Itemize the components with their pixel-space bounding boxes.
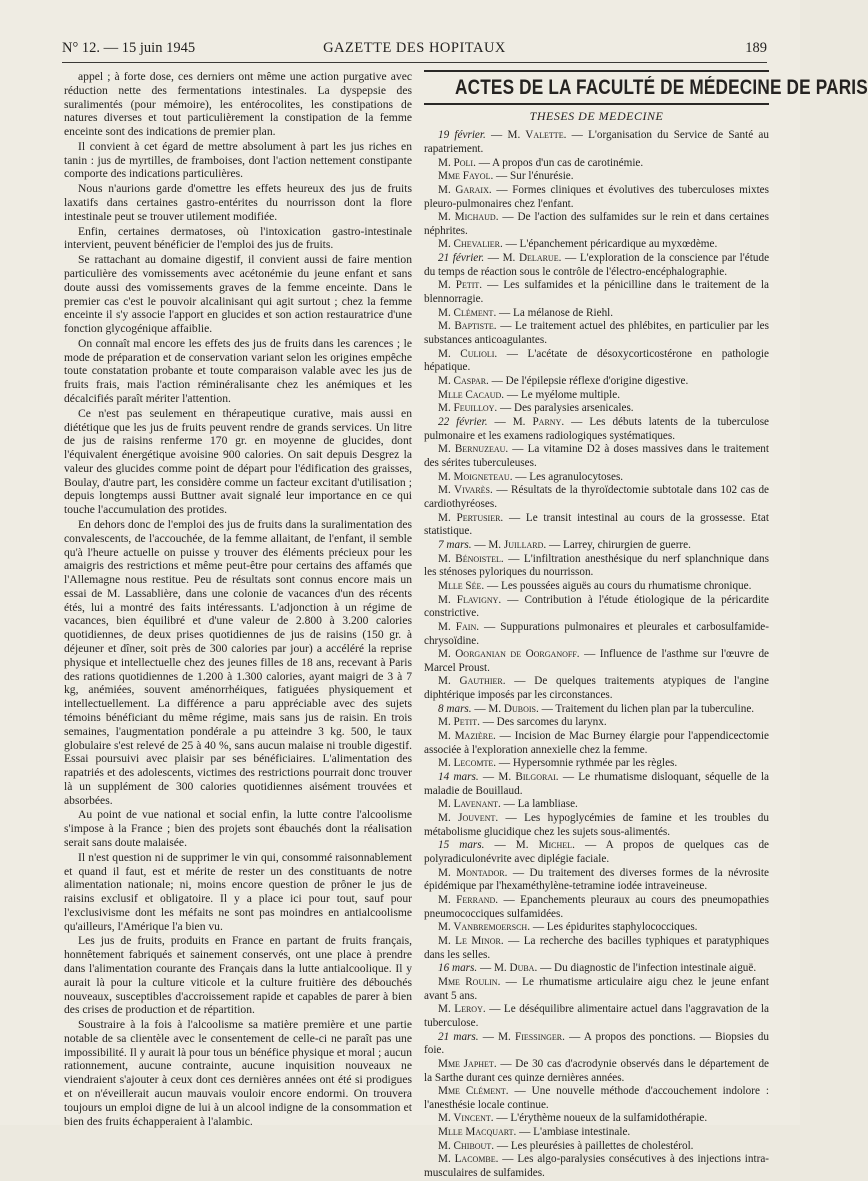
thesis-title: — Traitement du lichen plan par la tuberculine.	[541, 702, 755, 715]
author-name: Mme Clément.	[438, 1085, 509, 1098]
author-name: M. Juillard.	[488, 538, 547, 551]
thesis-entry: 7 mars. — M. Juillard. — Larrey, chirurgien de guerre.	[438, 538, 691, 551]
thesis-entry	[424, 675, 769, 702]
thesis-title: — De l'épilepsie réflexe d'origine digestive.	[491, 375, 689, 388]
thesis-entry	[424, 730, 769, 757]
thesis-title: — Larrey, chirurgien de guerre.	[548, 538, 691, 551]
article-paragraph: Il convient à cet égard de mettre absolument à part les jus riches en tanin : jus de myrtilles, de framboises, dont l'action nettement constipante comporte des indications particulières.	[64, 139, 412, 181]
author-name: M. Lavenant.	[438, 798, 501, 811]
article-paragraph: Nous n'aurions garde d'omettre les effets heureux des jus de fruits laxatifs dans certaines gastro-entérites du nourrisson dont la flore intestinale peut se trouver utilement modifiée.	[64, 182, 412, 223]
journal-title: GAZETTE DES HOPITAUX	[323, 40, 506, 56]
thesis-title: — L'infiltration anesthésique du nerf splanchnique dans les sténoses pyloriques du nourrisson.	[424, 552, 769, 579]
thesis-entry	[424, 894, 769, 921]
thesis-entry	[424, 512, 769, 539]
thesis-entry	[424, 307, 769, 321]
thesis-title: — Contribution à l'étude étiologique de la péricardite constrictive.	[424, 593, 770, 620]
thesis-title: — L'ambiase intestinale.	[519, 1126, 631, 1139]
article-paragraph: On connaît mal encore les effets des jus de fruits dans les carences ; le mode de préparation et de conservation variant selon les origines empêche toute constatation probante et toute comparaison valable avec les jus de fruits frais, mais l'action réminéralisante chez les anémiques et les décalcifiés paraît mériter l'attention.	[64, 336, 412, 405]
thesis-entry	[424, 921, 769, 935]
thesis-title: — Des paralysies arsenicales.	[500, 402, 634, 415]
thesis-title: — Epanchements pleuraux au cours des pneumopathies pneumococciques sulfamidées.	[424, 893, 770, 920]
thesis-title: — L'érythème noueux de la sulfamidothérapie.	[496, 1112, 708, 1125]
author-name: M. Culioli.	[438, 347, 498, 360]
thesis-title: — Résultats de la thyroïdectomie subtotale dans 102 cas de cardiothyréoses.	[424, 484, 770, 510]
author-name: M. Oorganian de Oorganoff.	[438, 648, 580, 661]
author-name: M. Chevalier.	[438, 238, 503, 251]
thesis-entry	[424, 1140, 769, 1154]
author-name: M. Vincent.	[438, 1112, 494, 1125]
article-paragraph: En dehors donc de l'emploi des jus de fruits dans la suralimentation des convalescents, de l'accouchée, de la femme allaitant, de l'enfant, il semble qu'à l'heure actuelle on puisse y trouver des éléments précieux pour les amaigris des restrictions et même peut-être pour certains des affamés que l'Allemagne nous restitue. Peu de résultats sont connus encore mais un essai de M. Lassablière, dans une colonie de vacances d'un des récents étés, lui a montré des faits intéressants. L'adjonction à un régime de vacances, bien équilibré et d'une valeur de 2.800 à 3.200 calories quotidiennes, de deux prises quotidiennes de jus de raisins (150 gr. à déjeuner et dîner, soit près de 300 calories par jour) a accéléré la reprise physique et intellectuelle chez des jeunes filles de 18 ans, recevant à Paris des rations quotidiennes de 1.200 à 1.300 calories, ayant maigri de 3 à 7 kg, anémiées, souvent aménorrhéiques, fatiguées physiquement et intellectuellement. La différence a paru appréciable avec des sujets témoins bénéficiant du même régime, mais sans jus de raisin. En trois semaines, l'augmentation pondérale a pu atteindre 3 kg. 500, le taux globulaire s'est relevé de 25 à 40 %, sans aucun malaise ni trouble digestif. Essai poursuivi avec plaisir par ses bénéficiaires. L'alimentation des rapatriés et des adolescents, victimes des restrictions pourrait donc trouver là un supplément de 300 calories quotidiennes aisément trouvées et absorbées.	[64, 518, 412, 807]
author-name: M. Fiessinger.	[498, 1030, 565, 1043]
thesis-date: 7 mars.	[438, 538, 472, 551]
author-name: M. Baptiste.	[438, 320, 497, 333]
author-name: M. Feuilloy.	[438, 402, 498, 415]
thesis-entry	[424, 389, 769, 403]
author-name: M. Jouvent.	[438, 812, 499, 825]
thesis-title: — Les épidurites staphylococciques.	[532, 921, 698, 934]
thesis-entry: 21 mars. — M. Fiessinger. — A propos des ponctions. — Biopsies du foie.	[424, 1030, 769, 1057]
author-name: M. Garaix.	[438, 183, 492, 196]
author-name: M. Bénoistel.	[438, 552, 504, 565]
thesis-title: — La vitamine D2 à doses massives dans le traitement des sérites tuberculeuses.	[424, 443, 770, 469]
author-name: M. Petit.	[438, 279, 483, 292]
thesis-entry	[424, 170, 769, 184]
page-number: 189	[745, 40, 767, 56]
thesis-title: — La recherche des bacilles typhiques et paratyphiques dans les selles.	[424, 934, 769, 961]
thesis-title: — Sur l'énurésie.	[496, 170, 574, 183]
thesis-title: — A propos d'un cas de carotinémie.	[478, 156, 644, 169]
thesis-entry	[424, 471, 769, 485]
author-name: Mlle Macquart.	[438, 1126, 517, 1139]
thesis-entry	[424, 184, 769, 211]
thesis-entry	[424, 348, 769, 375]
thesis-entry	[424, 1058, 769, 1085]
thesis-entry	[424, 1112, 769, 1126]
article-paragraph: Enfin, certaines dermatoses, où l'intoxication gastro-intestinale intervient, peuvent bénéficier de l'emploi des jus de fruits.	[64, 224, 412, 252]
thesis-entry	[424, 935, 769, 962]
author-name: M. Poli.	[438, 156, 476, 169]
thesis-entry	[424, 648, 769, 675]
thesis-date: 14 mars.	[438, 771, 479, 784]
thesis-entry: 16 mars. — M. Duba. — Du diagnostic de l'infection intestinale aiguë.	[438, 962, 757, 975]
author-name: Mlle Cacaud.	[438, 388, 505, 401]
thesis-title: — La lambliase.	[503, 798, 578, 811]
thesis-entry	[424, 976, 769, 1003]
author-name: M. Le Minor.	[438, 934, 504, 947]
thesis-title: — Suppurations pulmonaires et pleurales et carbosulfamide-chrysoïdine.	[424, 620, 769, 647]
thesis-title: — L'acétate de désoxycorticostérone en pathologie hépatique.	[424, 347, 769, 374]
thesis-title: — Le rhumatisme disloquant, séquelle de la maladie de Bouillaud.	[424, 771, 769, 797]
author-name: M. Montador.	[438, 866, 508, 879]
thesis-title: — De quelques traitements atypiques de l'angine diphtérique imposés par les circonstances.	[424, 675, 769, 702]
author-name: M. Chibout.	[438, 1139, 495, 1152]
article-paragraph: Soustraire à la fois à l'alcoolisme sa matière première et une partie notable de sa clientèle avec le consentement de celle-ci ne paraît pas une impossibilité. Il y aurait là pour tous un bénéfice physique et moral ; aucun rationnement, aucune contrainte, aucune inquisition nouveaux ne viendraient s'ajouter à ceux dont ces dernières années ont été si prodigues et on n'éveillerait aucun mauvais vouloir encore endormi. On trouvera toujours un emploi digne de lui à un alcool indigne de la consommation et bien des fruits échapperaient à l'alambic.	[64, 1018, 412, 1128]
thesis-entry	[424, 867, 769, 894]
thesis-entry	[424, 1126, 769, 1140]
author-name: M. Moigneteau.	[438, 470, 513, 483]
thesis-title: — Les algo-paralysies consécutives à des injections intra-musculaires de sulfamides.	[424, 1153, 770, 1180]
author-name: M. Parny.	[512, 416, 565, 429]
author-name: Mlle Sée.	[438, 579, 485, 592]
author-name: M. Michel.	[515, 839, 575, 852]
author-name: M. Valette.	[507, 129, 567, 142]
thesis-title: — Les pleurésies à paillettes de cholestérol.	[496, 1139, 694, 1152]
author-name: M. Fain.	[438, 620, 480, 633]
thesis-entry	[424, 402, 769, 416]
thesis-title: — Le myélome multiple.	[506, 388, 620, 401]
thesis-title: — La mélanose de Riehl.	[499, 306, 614, 319]
thesis-list	[424, 129, 769, 1181]
thesis-title: — Les hypoglycémies de famine et les troubles du métabolisme glucidique chez les sujets sous-alimentés.	[424, 812, 769, 838]
thesis-title: — Du diagnostic de l'infection intestinale aiguë.	[540, 962, 757, 975]
thesis-entry	[424, 1153, 769, 1180]
thesis-entry: 14 mars. — M. Bilgorai. — Le rhumatisme disloquant, séquelle de la maladie de Bouillaud.	[424, 771, 769, 797]
thesis-entry	[424, 484, 769, 511]
thesis-entry: 15 mars. — M. Michel. — A propos de quelques cas de polyradiculonévrite avec diplégie faciale.	[424, 839, 770, 866]
thesis-title: — Les agranulocytoses.	[515, 470, 624, 483]
author-name: M. Ferrand.	[438, 893, 499, 906]
thesis-date: 16 mars.	[438, 962, 478, 975]
section-title: ACTES DE LA FACULTÉ DE MÉDECINE DE PARIS	[455, 76, 868, 99]
thesis-title: — A propos de quelques cas de polyradiculonévrite avec diplégie faciale.	[424, 839, 770, 866]
thesis-entry	[424, 157, 769, 171]
thesis-entry	[424, 443, 769, 470]
author-name: M. Flavigny.	[438, 593, 502, 606]
author-name: M. Delarue.	[502, 252, 562, 265]
author-name: M. Lecomte.	[438, 757, 497, 770]
thesis-title: — Le rhumatisme articulaire aigu chez le jeune enfant avant 5 ans.	[424, 975, 770, 1002]
thesis-title: — Incision de Mac Burney élargie pour l'appendicectomie associée à l'exploration annexielle chez la femme.	[424, 730, 769, 756]
thesis-entry	[424, 757, 769, 771]
right-column	[424, 70, 868, 1180]
thesis-entry	[424, 238, 769, 252]
thesis-entry	[424, 320, 769, 347]
thesis-date: 8 mars.	[438, 702, 472, 715]
section-banner	[424, 70, 868, 105]
author-name: M. Lacombe.	[438, 1153, 499, 1166]
thesis-title: — Hypersomnie rythmée par les règles.	[498, 757, 678, 770]
thesis-title: — Les sulfamides et la pénicilline dans le traitement de la blennorragie.	[424, 279, 769, 306]
thesis-title: — Le traitement actuel des phlébites, en particulier par les substances anticoagulantes.	[424, 320, 769, 347]
running-header	[62, 40, 767, 63]
thesis-entry	[424, 1003, 769, 1030]
thesis-entry	[424, 798, 769, 812]
author-name: M. Clément.	[438, 306, 497, 319]
thesis-title: — Les débuts latents de la tuberculose pulmonaire et les examens radiologiques systématiques.	[424, 416, 770, 442]
thesis-date: 19 février.	[438, 129, 486, 142]
article-paragraph: Les jus de fruits, produits en France en partant de fruits français, honnêtement fabriqués et sainement conservés, ont une place à prendre dans l'alimentation courante des Français dans la lutte antialcoolique. Il y aurait là pour la culture viticole et la culture fruitière des débouchés nouveaux, susceptibles d'accroissement rapide et capables de parer à bien des crises de production et de répartition.	[64, 934, 412, 1017]
thesis-title: — L'épanchement péricardique au myxœdème.	[505, 238, 718, 251]
issue-number: N° 12. — 15 juin 1945	[62, 40, 196, 56]
left-column	[64, 70, 412, 1128]
article-paragraph: appel ; à forte dose, ces derniers ont même une action purgative avec réduction nette des fermentations intestinales. La dyspepsie des suralimentés (pour mémoire), les entérocolites, les constipations de natures diverses et tout particulièrement la constipation de la femme enceinte sont des indications de premier plan.	[64, 70, 412, 139]
thesis-entry	[424, 553, 769, 580]
thesis-date: 22 février.	[438, 416, 488, 429]
thesis-entry: 19 février. — M. Valette. — L'organisation du Service de Santé au rapatriement.	[424, 129, 769, 155]
author-name: M. Vanbremoersch.	[438, 921, 531, 934]
author-name: M. Vivarès.	[438, 484, 493, 497]
thesis-title: — A propos des ponctions. — Biopsies du foie.	[424, 1030, 769, 1057]
thesis-title: — Les poussées aiguës au cours du rhumatisme chronique.	[487, 579, 752, 592]
thesis-title: — Le déséquilibre alimentaire actuel dans l'aggravation de la tuberculose.	[424, 1003, 770, 1029]
thesis-entry: 22 février. — M. Parny. — Les débuts latents de la tuberculose pulmonaire et les examens radiologiques systématiques.	[424, 416, 770, 442]
thesis-entry: 8 mars. — M. Dubois. — Traitement du lichen plan par la tuberculine.	[438, 702, 755, 715]
thesis-title: — De 30 cas d'acrodynie observés dans le département de la Sarthe durant ces quinze dernières années.	[424, 1057, 770, 1084]
author-name: M. Dubois.	[488, 702, 539, 715]
thesis-title: — Le transit intestinal au cours de la grossesse. Etat statistique.	[424, 511, 769, 538]
author-name: M. Gauthier.	[438, 675, 506, 688]
thesis-title: — Formes cliniques et évolutives des tuberculoses mixtes pleuro-pulmonaires chez l'enfant.	[424, 183, 769, 210]
author-name: M. Bilgorai.	[498, 771, 559, 784]
thesis-entry	[424, 594, 769, 621]
article-paragraph: Ce n'est pas seulement en thérapeutique curative, mais aussi en diététique que les jus de fruits peuvent rendre de grands services. Un litre de jus de raisins renferme 170 gr. en moyenne de glucides, dont l'équivalent énergétique avoisine 900 calories. On sait depuis Desgrez la valeur des glucides comme point de départ pour l'édification des graisses, Boulay, d'autre part, les considère comme un facteur excitant d'utilisation ; depuis longtemps aussi Buttner avait signalé leur importance en ce qui touche l'accumulation des protides.	[64, 406, 412, 517]
thesis-date: 15 mars.	[438, 839, 485, 852]
thesis-entry	[424, 1085, 769, 1112]
author-name: M. Bernuzeau.	[438, 443, 509, 456]
thesis-entry	[424, 279, 769, 306]
thesis-entry	[424, 621, 769, 648]
thesis-date: 21 février.	[438, 252, 485, 265]
thesis-entry	[424, 580, 769, 594]
thesis-title: — L'organisation du Service de Santé au rapatriement.	[424, 129, 769, 155]
article-paragraph: Au point de vue national et social enfin, la lutte contre l'alcoolisme s'impose à la France ; bien des projets sont ébauchés dont la réalisation serait sans doute malaisée.	[64, 808, 412, 849]
thesis-entry	[424, 211, 769, 238]
author-name: M. Michaud.	[438, 211, 499, 224]
article-paragraph: Se rattachant au domaine digestif, il convient aussi de faire mention particulière des vomissements avec acétonémie du jeune enfant et sans doute aussi des vomissements graves de la femme enceinte. Dans le premier cas c'est le pouvoir alcalinisant qui agit surtout ; chez la femme enceinte il s'y associe l'apport en glucides et son action restauratrice d'une fonction glycogénique affaiblie.	[64, 253, 412, 336]
author-name: M. Pertusier.	[438, 511, 504, 524]
article-paragraph: Il n'est question ni de supprimer le vin qui, consommé raisonnablement et quand il faut, est et mérite de rester un des constituants de notre alimentation nationale; ni, moins encore question de prôner le jus de raisins exclusif et obligatoire. Il y a place ici pour tout, sauf pour l'exclusivisme dont les méfaits ne sont pas moindres en antialcoolisme qu'ailleurs, l'Amérique l'a bien vu.	[64, 850, 412, 933]
thesis-title: — Influence de l'asthme sur l'œuvre de Marcel Proust.	[424, 648, 770, 674]
thesis-title: — Des sarcomes du larynx.	[482, 716, 607, 729]
author-name: M. Leroy.	[438, 1003, 486, 1016]
thesis-entry	[424, 716, 769, 730]
thesis-date: 21 mars.	[438, 1030, 479, 1043]
thesis-entry	[424, 375, 769, 389]
author-name: M. Mazière.	[438, 730, 496, 743]
thesis-entry: 21 février. — M. Delarue. — L'exploration de la conscience par l'étude du temps de réaction sous le contrôle de l'électro-encéphalographie.	[424, 252, 770, 278]
thesis-entry	[424, 812, 769, 839]
author-name: Mme Roulin.	[438, 975, 501, 988]
thesis-title: — L'exploration de la conscience par l'étude du temps de réaction sous le contrôle de l'électro-encéphalographie.	[424, 252, 770, 278]
author-name: Mme Fayol.	[438, 170, 494, 183]
author-name: M. Caspar.	[438, 375, 489, 388]
thesis-title: — De l'action des sulfamides sur le rein et dans certaines néphrites.	[424, 211, 770, 237]
thesis-title: — Du traitement des diverses formes de la névrosite épidémique par l'hexaméthylène-tetramine iodée intraveineuse.	[424, 866, 769, 893]
author-name: M. Duba.	[493, 962, 538, 975]
thesis-title: — Une nouvelle méthode d'accouchement indolore : l'anesthésie locale continue.	[424, 1085, 769, 1111]
author-name: Mme Japhet.	[438, 1057, 497, 1070]
author-name: M. Petit.	[438, 716, 480, 729]
subsection-title: THESES DE MEDECINE	[529, 108, 664, 123]
